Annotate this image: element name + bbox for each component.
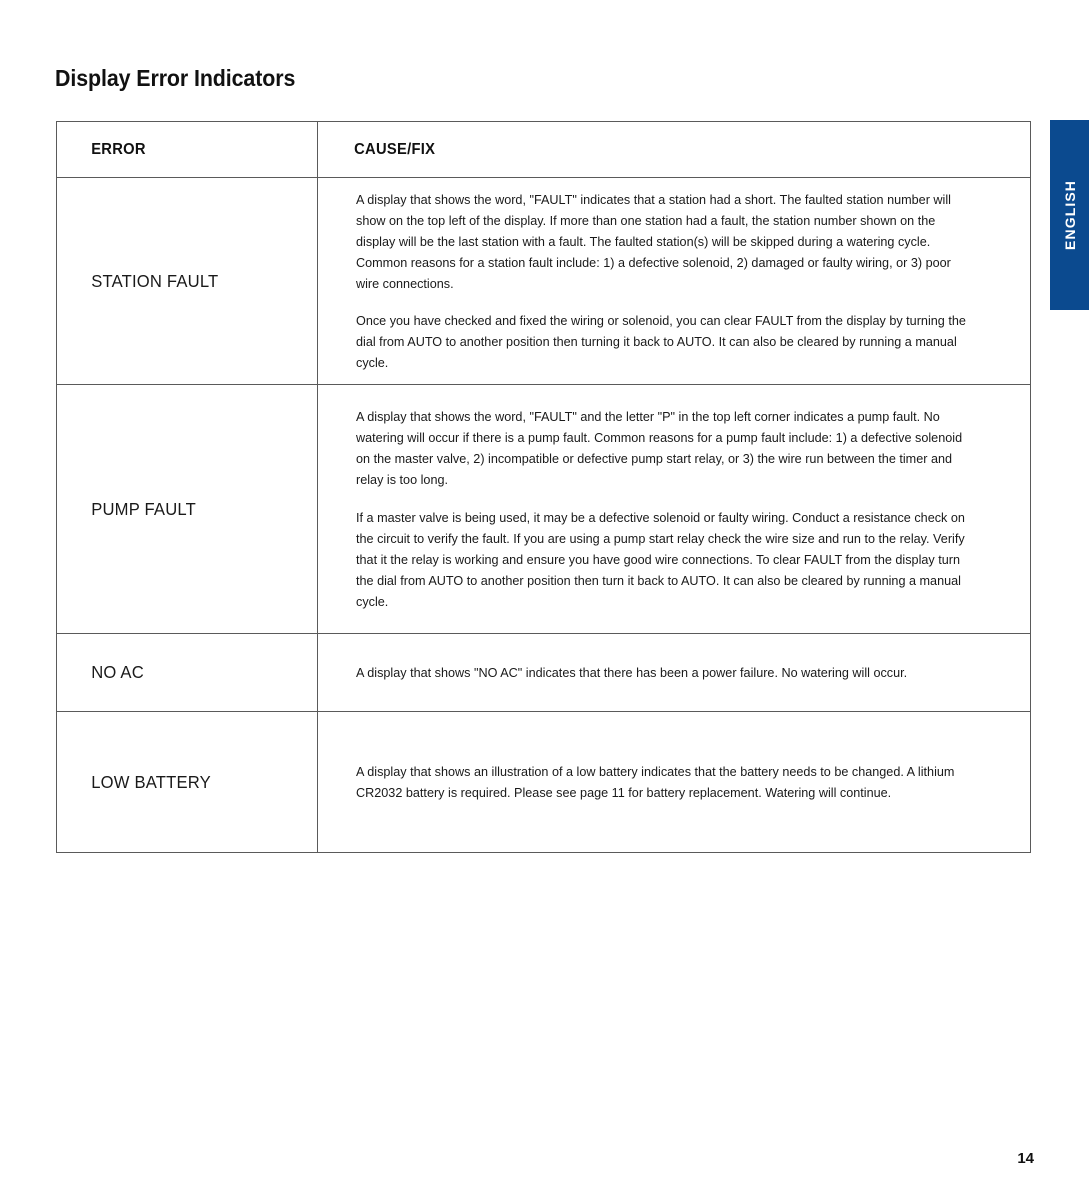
column-header-cause [318, 122, 1031, 178]
cause-fix-cell-no-ac [318, 634, 1031, 712]
language-tab-label: ENGLISH [1061, 180, 1078, 250]
error-name-cell-no-ac [57, 634, 318, 712]
language-side-tab [1050, 120, 1089, 310]
page-title: Display Error Indicators [55, 65, 296, 92]
table-row [57, 634, 1031, 712]
table-row [57, 712, 1031, 853]
column-header-error-label: ERROR [91, 140, 146, 158]
column-header-error [57, 122, 318, 178]
table-row [57, 178, 1031, 385]
error-name-label: LOW BATTERY [91, 771, 211, 792]
page-number: 14 [1017, 1150, 1034, 1167]
cause-fix-cell-low-battery [318, 712, 1031, 853]
cause-paragraph: A display that shows the word, "FAULT" and the letter "P" in the top left corner indicates a pump fault. No watering will occur if there is a pump fault. Common reasons for a pump fault include: 1) a defective solenoid on the master valve, 2) incompatible or defective pump start relay, or 3) the wire run between the timer and relay is too long. [356, 409, 963, 488]
table-row [57, 385, 1031, 634]
error-name-label: PUMP FAULT [91, 498, 196, 519]
cause-paragraph: A display that shows "NO AC" indicates that there has been a power failure. No watering will occur. [356, 664, 908, 680]
cause-paragraph: If a master valve is being used, it may be a defective solenoid or faulty wiring. Conduct a resistance check on the circuit to verify the fault. If you are using a pump start relay check the wire size and run to the relay. Verify that it the relay is working and ensure you have good wire connections. To clear FAULT from the display turn the dial from AUTO to another position then turn it back to AUTO. It can also be cleared by running a manual cycle. [356, 510, 965, 609]
cause-fix-cell-station-fault [318, 178, 1031, 385]
cause-paragraph: A display that shows the word, "FAULT" indicates that a station had a short. The faulted station number will show on the top left of the display. If more than one station had a fault, the station number shown on the display will be the last station with a fault. The faulted station(s) will be skipped during a watering cycle. Common reasons for a station fault include: 1) a defective solenoid, 2) damaged or faulty wiring, or 3) poor wire connections. [356, 191, 951, 291]
error-name-cell-low-battery [57, 712, 318, 853]
error-name-label: STATION FAULT [91, 270, 219, 291]
error-name-cell-station-fault [57, 178, 318, 385]
cause-paragraph: Once you have checked and fixed the wiring or solenoid, you can clear FAULT from the display by turning the dial from AUTO to another position then turning it back to AUTO. It can also be cleared by running a manual cycle. [356, 313, 966, 371]
display-error-indicators-table [56, 121, 1031, 853]
column-header-cause-label: CAUSE/FIX [354, 140, 436, 158]
error-name-label: NO AC [91, 662, 144, 682]
table-header-row [57, 122, 1031, 178]
cause-fix-cell-pump-fault [318, 385, 1031, 634]
cause-paragraph: A display that shows an illustration of a low battery indicates that the battery needs to be changed. A lithium CR2032 battery is required. Please see page 11 for battery replacement. Watering will continue. [356, 763, 955, 800]
error-name-cell-pump-fault [57, 385, 318, 634]
